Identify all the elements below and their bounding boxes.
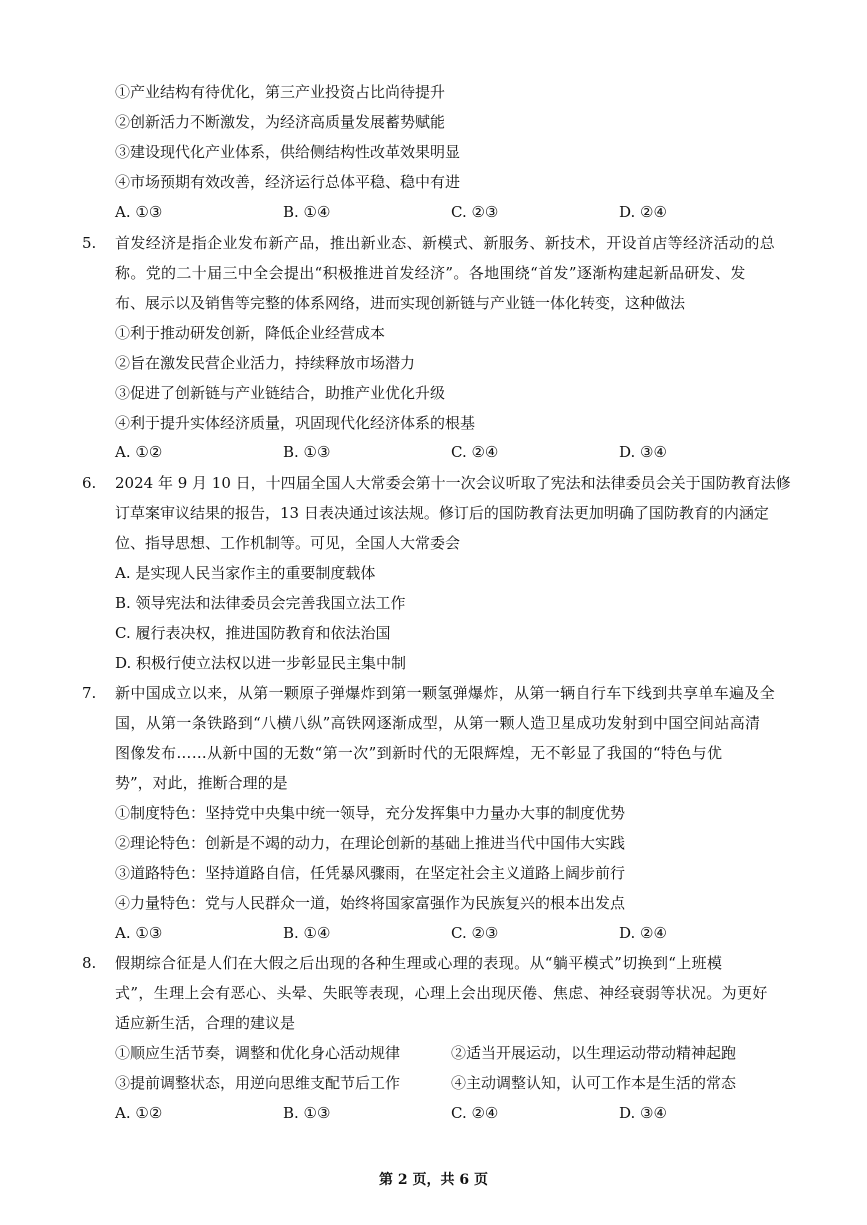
q4-option-b: B. ①④ <box>283 203 331 221</box>
q8-item-4: ④主动调整认知，认可工作本是生活的常态 <box>451 1074 737 1092</box>
q8-option-d: D. ③④ <box>619 1104 667 1122</box>
q5-item-4: ④利于提升实体经济质量，巩固现代化经济体系的根基 <box>115 414 476 432</box>
q4-option-d: D. ②④ <box>619 203 667 221</box>
q6-stem-line-3: 位、指导思想、工作机制等。可见，全国人大常委会 <box>115 534 461 552</box>
q7-item-3: ③道路特色：坚持道路自信，任凭暴风骤雨，在坚定社会主义道路上阔步前行 <box>115 864 626 882</box>
q7-item-4: ④力量特色：党与人民群众一道，始终将国家富强作为民族复兴的根本出发点 <box>115 894 626 912</box>
q4-item-4: ④市场预期有效改善，经济运行总体平稳、稳中有进 <box>115 173 461 191</box>
page-footer: 第 2 页，共 6 页 <box>379 1172 488 1188</box>
q5-stem-line-1: 首发经济是指企业发布新产品，推出新业态、新模式、新服务、新技术，开设首店等经济活动的总 <box>115 234 776 252</box>
q4-item-2: ②创新活力不断激发，为经济高质量发展蓄势赋能 <box>115 113 446 131</box>
q8-option-c: C. ②④ <box>451 1104 499 1122</box>
q7-item-1: ①制度特色：坚持党中央集中统一领导，充分发挥集中力量办大事的制度优势 <box>115 804 626 822</box>
q4-option-a: A. ①③ <box>115 203 163 221</box>
q6-number: 6. <box>82 474 97 492</box>
q6-stem-line-2: 订草案审议结果的报告，13 日表决通过该法规。修订后的国防教育法更加明确了国防教育的内涵定 <box>115 504 769 522</box>
q5-option-d: D. ③④ <box>619 443 667 461</box>
q5-option-b: B. ①③ <box>283 443 331 461</box>
q7-option-d: D. ②④ <box>619 924 667 942</box>
q6-option-b: B. 领导宪法和法律委员会完善我国立法工作 <box>115 594 406 612</box>
q4-item-3: ③建设现代化产业体系，供给侧结构性改革效果明显 <box>115 143 461 161</box>
q6-option-c: C. 履行表决权，推进国防教育和依法治国 <box>115 624 391 642</box>
q8-item-3: ③提前调整状态，用逆向思维支配节后工作 <box>115 1074 401 1092</box>
q8-stem-line-1: 假期综合征是人们在大假之后出现的各种生理或心理的表现。从“躺平模式”切换到“上班模 <box>115 954 723 972</box>
q5-option-c: C. ②④ <box>451 443 499 461</box>
q5-item-3: ③促进了创新链与产业链结合，助推产业优化升级 <box>115 384 446 402</box>
q7-option-c: C. ②③ <box>451 924 499 942</box>
q8-option-b: B. ①③ <box>283 1104 331 1122</box>
q8-stem-line-3: 适应新生活，合理的建议是 <box>115 1014 296 1032</box>
q6-option-d: D. 积极行使立法权以进一步彰显民主集中制 <box>115 654 407 672</box>
q5-stem-line-3: 布、展示以及销售等完整的体系网络，进而实现创新链与产业链一体化转变，这种做法 <box>115 294 686 312</box>
q8-item-1: ①顺应生活节奏，调整和优化身心活动规律 <box>115 1044 401 1062</box>
q5-option-a: A. ①② <box>115 443 163 461</box>
q8-number: 8. <box>82 954 97 972</box>
q5-item-2: ②旨在激发民营企业活力，持续释放市场潜力 <box>115 354 416 372</box>
q7-option-a: A. ①③ <box>115 924 163 942</box>
q5-number: 5. <box>82 234 97 252</box>
q7-option-b: B. ①④ <box>283 924 331 942</box>
q7-stem-line-4: 势”，对此，推断合理的是 <box>115 774 288 792</box>
q8-stem-line-2: 式”，生理上会有恶心、头晕、失眠等表现，心理上会出现厌倦、焦虑、神经衰弱等状况。为更好 <box>115 984 768 1002</box>
q6-option-a: A. 是实现人民当家作主的重要制度载体 <box>115 564 376 582</box>
q8-item-2: ②适当开展运动，以生理运动带动精神起跑 <box>451 1044 737 1062</box>
q4-item-1: ①产业结构有待优化，第三产业投资占比尚待提升 <box>115 83 446 101</box>
q7-item-2: ②理论特色：创新是不竭的动力，在理论创新的基础上推进当代中国伟大实践 <box>115 834 626 852</box>
q7-number: 7. <box>82 684 97 702</box>
q6-stem-line-1: 2024 年 9 月 10 日，十四届全国人大常委会第十一次会议听取了宪法和法律委员会关于国防教育法修 <box>115 474 791 492</box>
q8-option-a: A. ①② <box>115 1104 163 1122</box>
q7-stem-line-1: 新中国成立以来，从第一颗原子弹爆炸到第一颗氢弹爆炸，从第一辆自行车下线到共享单车遍及全 <box>115 684 776 702</box>
q5-stem-line-2: 称。党的二十届三中全会提出“积极推进首发经济”。各地围绕“首发”逐渐构建起新品研发、发 <box>115 264 746 282</box>
q7-stem-line-2: 国，从第一条铁路到“八横八纵”高铁网逐渐成型，从第一颗人造卫星成功发射到中国空间站高清 <box>115 714 761 732</box>
q7-stem-line-3: 图像发布……从新中国的无数“第一次”到新时代的无限辉煌，无不彰显了我国的“特色与优 <box>115 744 723 762</box>
q5-item-1: ①利于推动研发创新，降低企业经营成本 <box>115 324 386 342</box>
q4-option-c: C. ②③ <box>451 203 499 221</box>
